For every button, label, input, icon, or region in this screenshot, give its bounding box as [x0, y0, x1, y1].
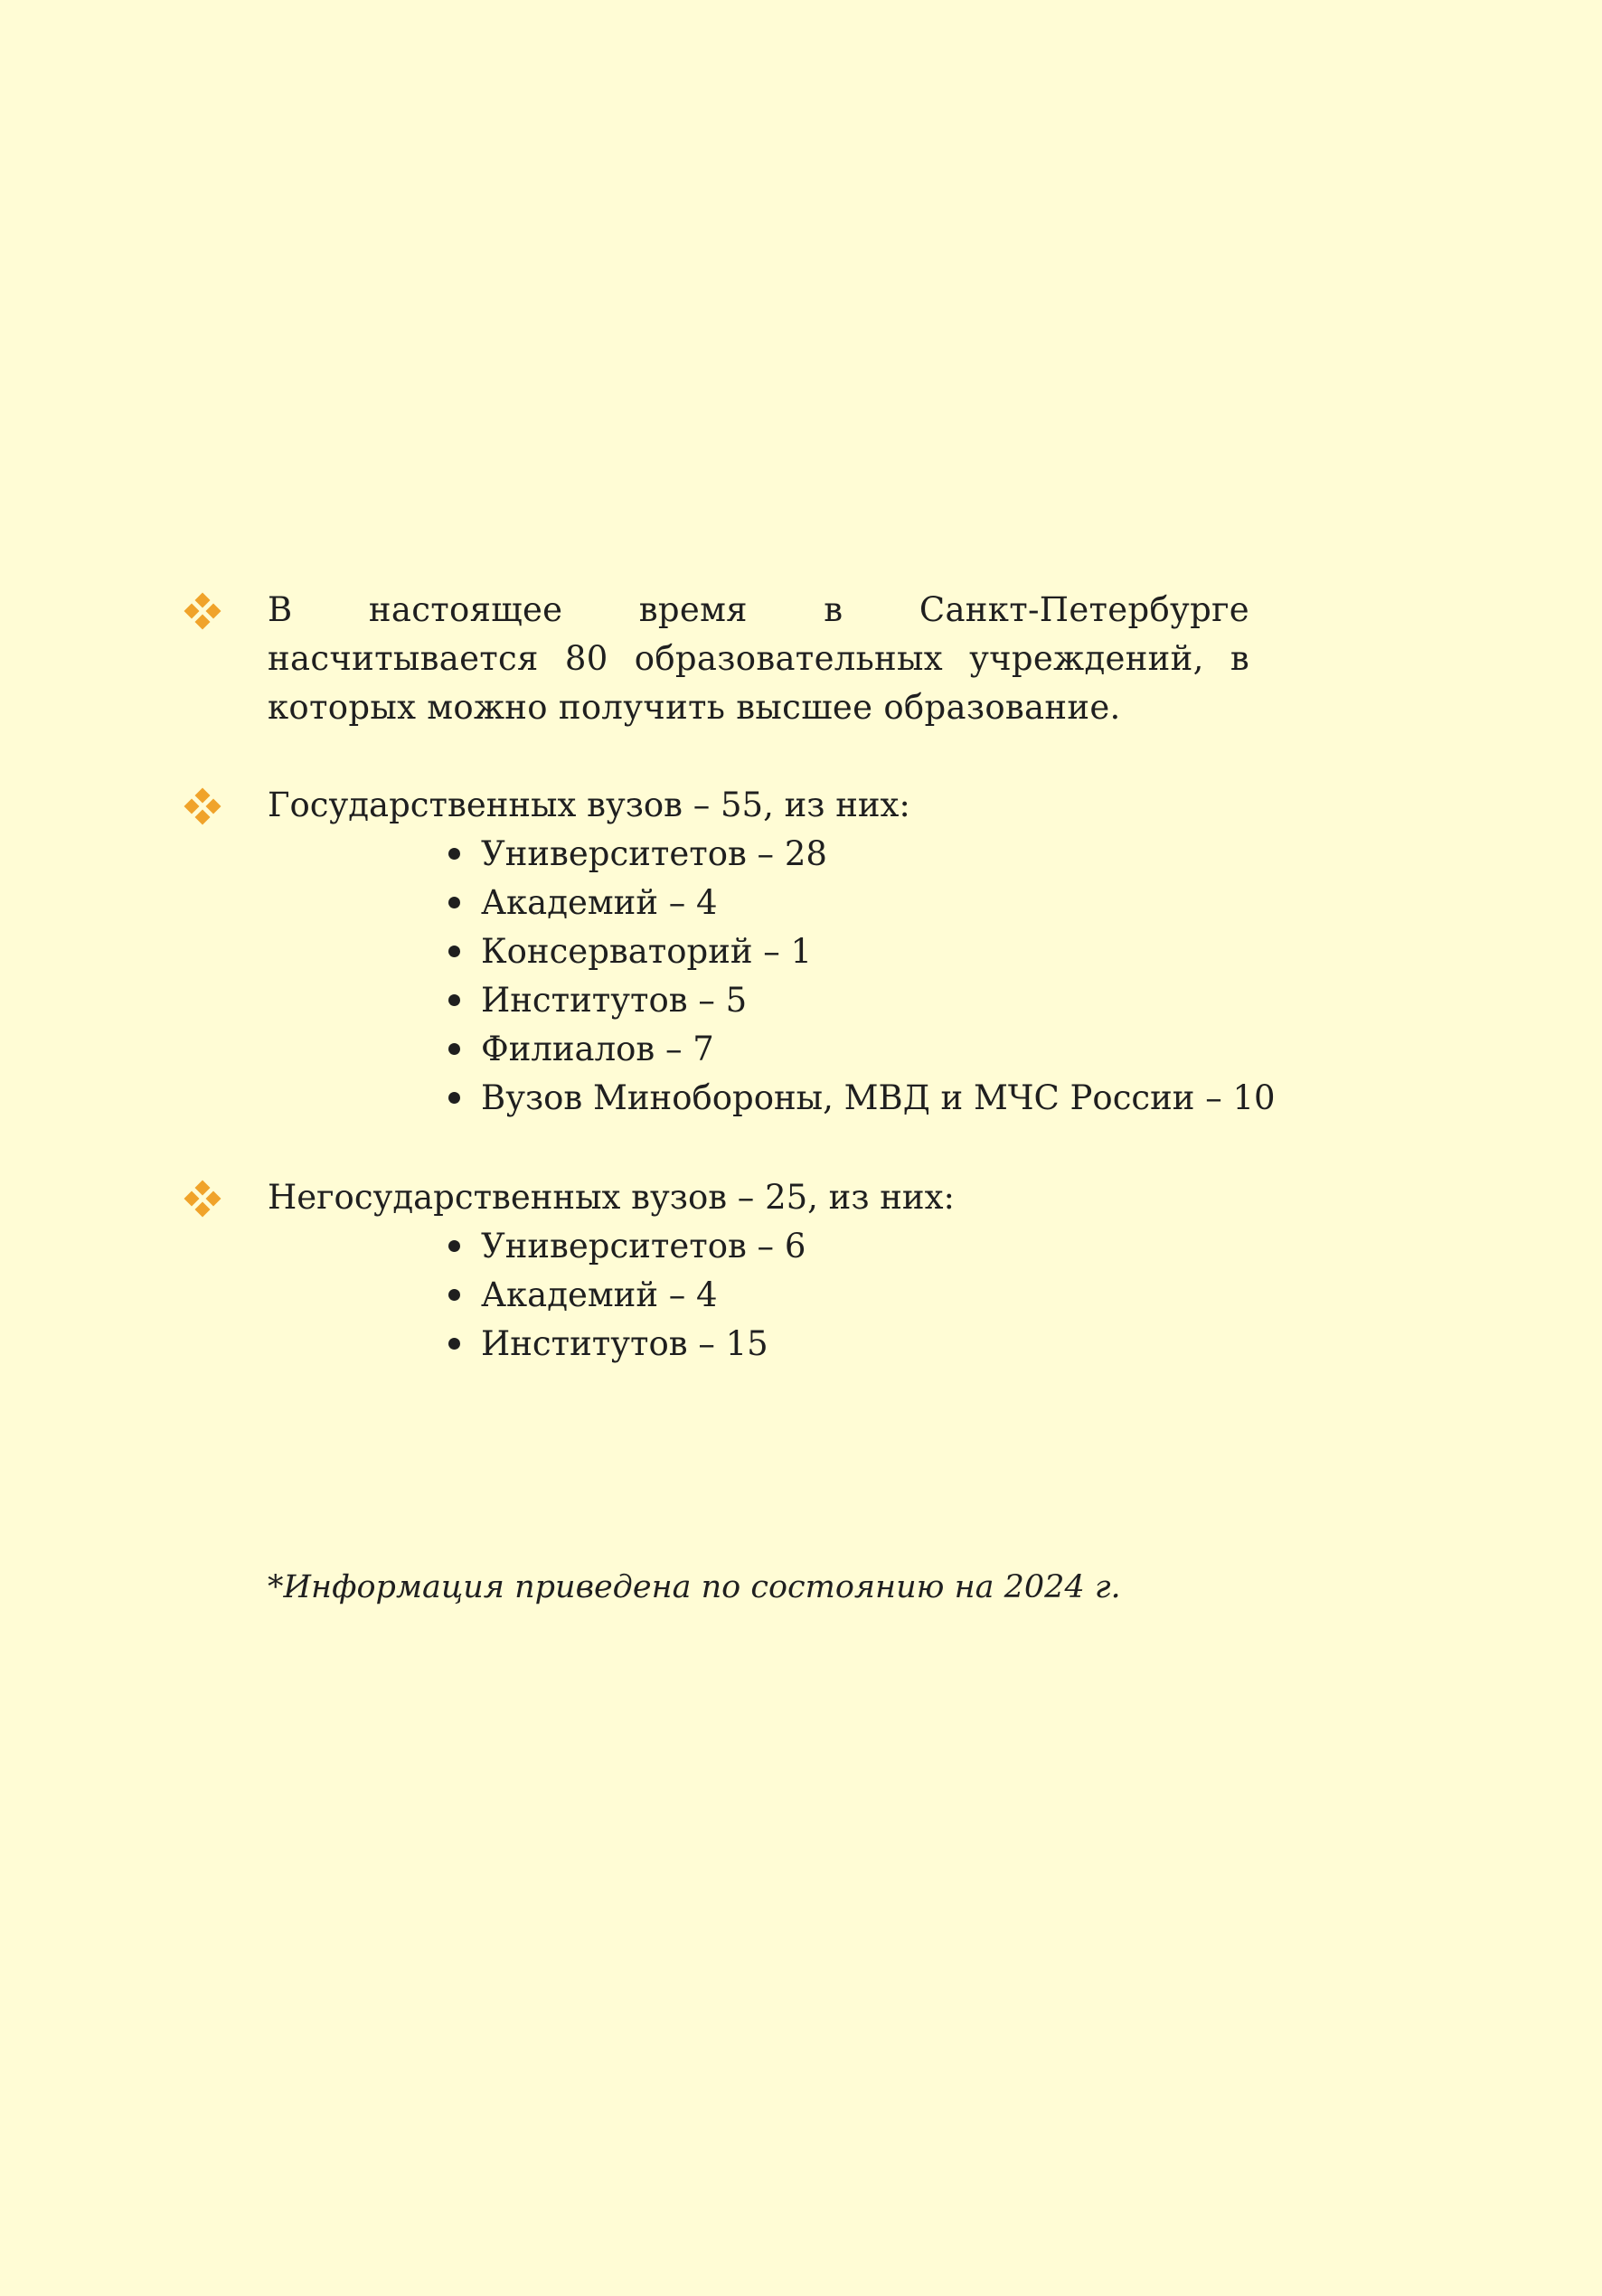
- list-item: Вузов Минобороны, МВД и МЧС России – 10: [481, 1074, 1276, 1123]
- nonstate-universities-heading: Негосударственных вузов – 25, из них:: [268, 1178, 955, 1217]
- bullet-icon: [448, 1043, 460, 1055]
- footnote: *Информация приведена по состоянию на 2024 г.: [268, 1569, 1121, 1605]
- bullet-icon: [448, 1338, 460, 1350]
- bullet-icon: [448, 848, 460, 860]
- bullet-icon: [448, 946, 460, 957]
- list-item: Консерваторий – 1: [481, 927, 1276, 976]
- list-item: Академий – 4: [481, 879, 1276, 927]
- diamond-cluster-icon: [181, 786, 224, 830]
- bullet-icon: [448, 1092, 460, 1104]
- state-universities-heading: Государственных вузов – 55, из них:: [268, 786, 910, 824]
- list-item: Институтов – 15: [481, 1320, 806, 1369]
- list-item: Университетов – 28: [481, 830, 1276, 879]
- list-item: Университетов – 6: [481, 1222, 806, 1271]
- diamond-cluster-icon: [181, 1179, 224, 1222]
- list-item: Филиалов – 7: [481, 1025, 1276, 1074]
- bullet-icon: [448, 897, 460, 908]
- bullet-icon: [448, 1289, 460, 1301]
- state-universities-list: [481, 830, 1276, 1123]
- bullet-icon: [448, 1240, 460, 1252]
- list-item: Институтов – 5: [481, 976, 1276, 1025]
- nonstate-universities-list: [481, 1222, 806, 1369]
- diamond-cluster-icon: [181, 591, 224, 635]
- list-item: Академий – 4: [481, 1271, 806, 1320]
- bullet-icon: [448, 994, 460, 1006]
- intro-paragraph: В настоящее время в Санкт-Петербурге насчитывается 80 образовательных учреждений, в которых можно получить высшее образование.: [268, 590, 1249, 727]
